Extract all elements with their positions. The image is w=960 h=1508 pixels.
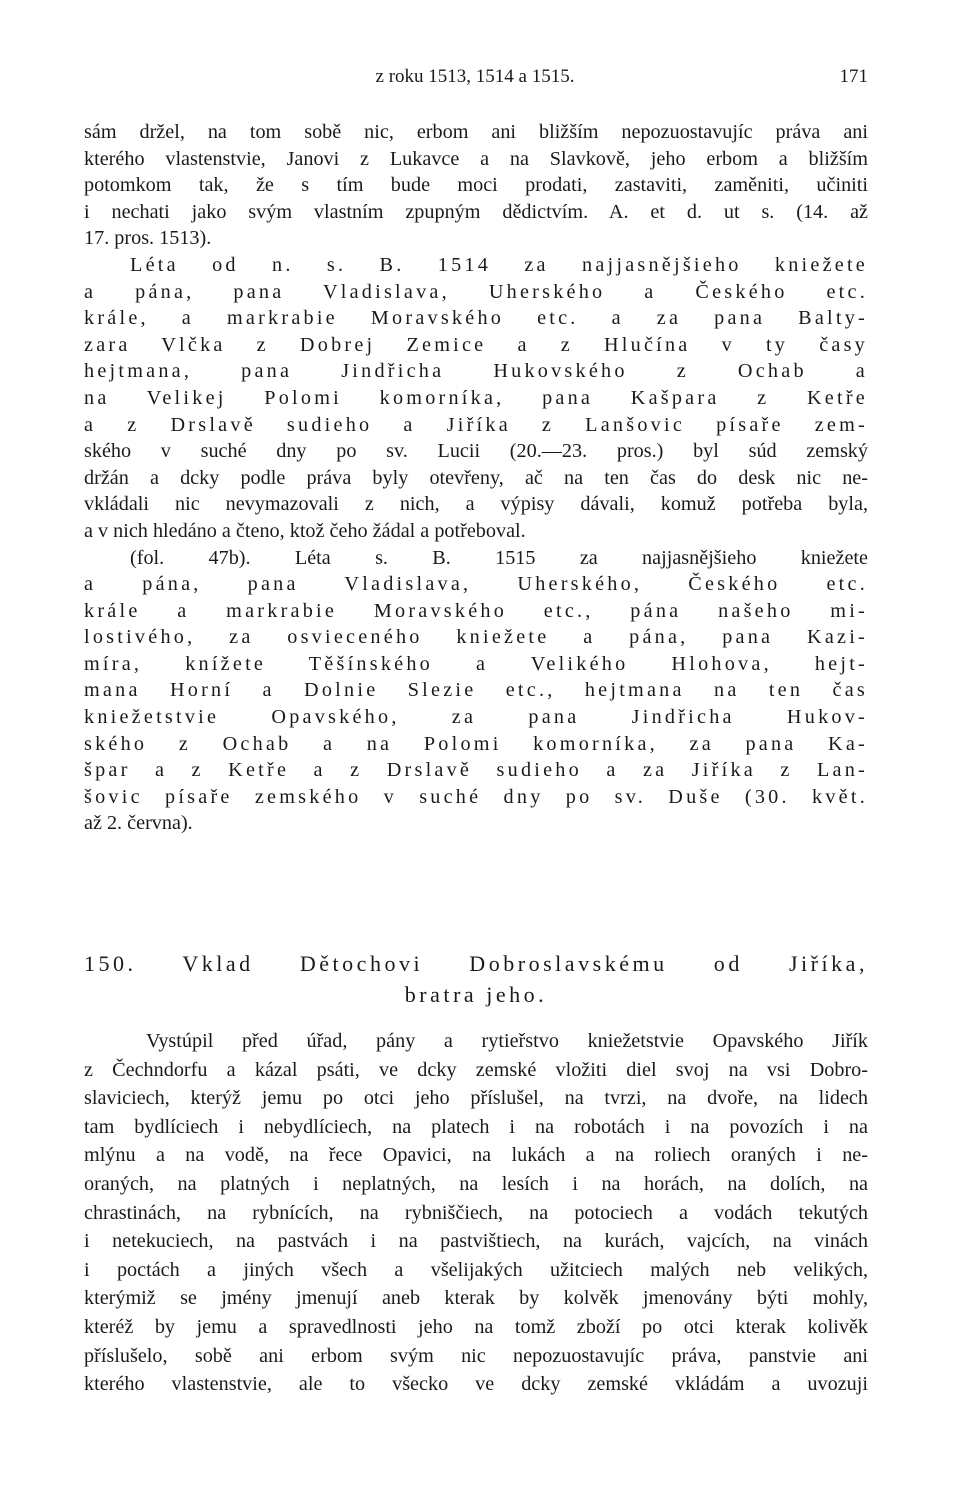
section-text <box>84 1027 868 1399</box>
text-line: i poctách a jiných všech a všelijakých užitciech malých neb velikých, <box>84 1258 868 1281</box>
text-line: kterého vlastenstvie, Janovi z Lukavce a na Slavkově, jeho erbom a bližším <box>84 147 868 170</box>
text-line: kterýmiž se jmény jmenují aneb kterak by kolvěk jmenovány býti mohly, <box>84 1287 868 1310</box>
text-line: (fol. 47b). Léta s. B. 1515 za najjasnějšieho kniežete <box>130 546 868 569</box>
text-line: i nechati jako svým vlastním zpupným dědictvím. A. et d. ut s. (14. až <box>84 200 868 223</box>
page-number: 171 <box>839 66 868 87</box>
section-heading <box>84 948 868 1010</box>
text-line: zara Vlčka z Dobrej Zemice a z Hlučína v ty časy <box>84 333 868 356</box>
text-line: Vystúpil před úřad, pány a rytieřstvo kniežetstvie Opavského Jiřík <box>146 1030 868 1052</box>
text-line: na Velikej Polomi komorníka, pana Kašpara z Ketře <box>84 386 868 409</box>
section-heading-line: 150. Vklad Dětochovi Dobroslavskému od Jiříka, <box>84 951 868 976</box>
text-line: 17. pros. 1513). <box>84 227 212 250</box>
text-line: krále, a markrabie Moravského etc. a za pana Balty- <box>84 307 868 330</box>
text-line: a pána, pana Vladislava, Uherského, Českého etc. <box>84 573 868 596</box>
text-line: hejtmana, pana Jindřicha Hukovského z Ochab a <box>84 360 868 383</box>
section-heading-line: bratra jeho. <box>404 982 548 1007</box>
text-line: sám držel, na tom sobě nic, erbom ani bližším nepozuostavujíc práva ani <box>84 121 868 143</box>
text-line: a pána, pana Vladislava, Uherského a Českého etc. <box>84 280 868 303</box>
text-line: mana Horní a Dolnie Slezie etc., hejtmana na ten čas <box>84 679 868 702</box>
text-line: z Čechndorfu a kázal psáti, ve dcky zemské vložiti diel svoj na vsi Dobro- <box>84 1058 868 1081</box>
text-line: ského v suché dny po sv. Lucii (20.—23. pros.) byl súd zemský <box>84 440 868 463</box>
text-line: a v nich hledáno a čteno, ktož čeho žádal a potřeboval. <box>84 519 526 542</box>
text-line: krále a markrabie Moravského etc., pána našeho mi- <box>84 599 868 622</box>
text-line: tam bydlíciech i nebydlíciech, na platech i na robotách i na povozích i na <box>84 1115 868 1138</box>
text-line: kterého vlastenstvie, ale to všecko ve dcky zemské vkládám a uvozuji <box>84 1373 868 1396</box>
text-line: kteréž by jemu a spravedlnosti jeho na tomž zboží po otci kterak kolivěk <box>84 1315 868 1338</box>
text-line: vkládali nic nevymazovali z nich, a výpisy dávali, komuž potřeba byla, <box>84 493 868 516</box>
text-line: a z Drslavě sudieho a Jiříka z Lanšovic písaře zem- <box>84 413 868 436</box>
text-line: až 2. června). <box>84 812 193 835</box>
text-line: šovic písaře zemského v suché dny po sv. Duše (30. květ. <box>84 785 868 808</box>
text-line: kniežetstvie Opavského, za pana Jindřicha Hukov- <box>84 706 868 729</box>
text-line: lostivého, za osvieceného kniežete a pána, pana Kazi- <box>84 626 868 649</box>
text-line: slaviciech, kterýž jemu po otci jeho příslušel, na tvrzi, na dvoře, na lidech <box>84 1087 868 1110</box>
text-line: i netekuciech, na pastvách i na pastvištiech, na kurách, vajcích, na vinách <box>84 1230 868 1253</box>
body-text <box>84 119 868 837</box>
text-line: ského z Ochab a na Polomi komorníka, za pana Ka- <box>84 732 868 755</box>
text-line: chrastinách, na rybnících, na rybniščiech, na potociech a vodách tekutých <box>84 1201 868 1224</box>
text-line: potomkom tak, že s tím bude moci prodati, zastaviti, zaměniti, učiniti <box>84 174 868 197</box>
text-line: příslušelo, sobě ani erbom svým nic nepozuostavujíc práva, panstvie ani <box>84 1344 868 1367</box>
text-line: držán a dcky podle práva byly otevřeny, ač na ten čas do desk nic ne- <box>84 466 868 489</box>
text-line: oraných, na platných i neplatných, na lesích i na horách, na dolích, na <box>84 1172 868 1195</box>
text-line: Léta od n. s. B. 1514 za najjasnějšieho kniežete <box>130 253 868 276</box>
text-line: mlýnu a na vodě, na řece Opavici, na lukách a na roliech oraných i ne- <box>84 1144 868 1167</box>
text-line: míra, knížete Těšínského a Velikého Hlohova, hejt- <box>84 652 868 675</box>
running-header <box>82 66 868 96</box>
running-title: z roku 1513, 1514 a 1515. <box>375 66 575 87</box>
text-line: špar a z Ketře a z Drslavě sudieho a za Jiříka z Lan- <box>84 759 868 782</box>
